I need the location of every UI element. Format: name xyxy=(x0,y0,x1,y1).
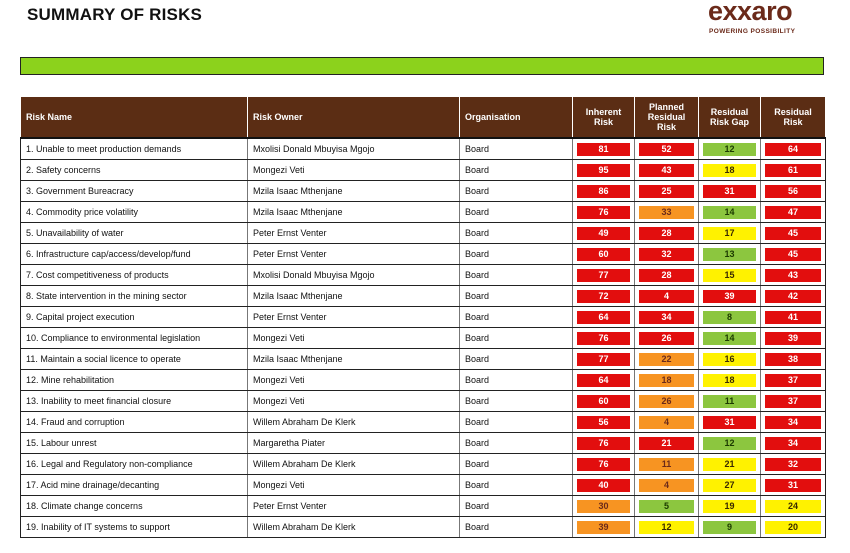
inherent-risk-score-cell xyxy=(573,307,635,328)
inherent-risk-score: 60 xyxy=(577,395,630,408)
residual-risk-gap-score-cell xyxy=(699,138,761,160)
residual-risk-score: 56 xyxy=(765,185,821,198)
residual-risk-gap-score: 21 xyxy=(703,458,756,471)
residual-risk-score-cell xyxy=(761,349,826,370)
risk-name-cell: 18. Climate change concerns xyxy=(21,496,248,517)
residual-risk-gap-score: 31 xyxy=(703,185,756,198)
planned-residual-risk-score-cell xyxy=(635,244,699,265)
table-row[interactable] xyxy=(21,433,826,454)
inherent-risk-score: 39 xyxy=(577,521,630,534)
table-row[interactable] xyxy=(21,138,826,160)
table-row[interactable] xyxy=(21,517,826,538)
inherent-risk-score-cell xyxy=(573,370,635,391)
planned-residual-risk-score: 18 xyxy=(639,374,694,387)
residual-risk-score: 34 xyxy=(765,437,821,450)
residual-risk-gap-score-cell xyxy=(699,244,761,265)
risk-owner-cell: Mzila Isaac Mthenjane xyxy=(248,202,460,223)
residual-risk-score: 43 xyxy=(765,269,821,282)
table-row[interactable] xyxy=(21,286,826,307)
organisation-cell: Board xyxy=(460,349,573,370)
residual-risk-score-cell xyxy=(761,370,826,391)
residual-risk-score-cell xyxy=(761,223,826,244)
risk-owner-cell: Mzila Isaac Mthenjane xyxy=(248,286,460,307)
organisation-cell: Board xyxy=(460,391,573,412)
table-row[interactable] xyxy=(21,496,826,517)
planned-residual-risk-score-cell xyxy=(635,181,699,202)
organisation-cell: Board xyxy=(460,433,573,454)
planned-residual-risk-score-cell xyxy=(635,265,699,286)
organisation-cell: Board xyxy=(460,181,573,202)
planned-residual-risk-score: 22 xyxy=(639,353,694,366)
inherent-risk-score: 64 xyxy=(577,311,630,324)
planned-residual-risk-score-cell xyxy=(635,349,699,370)
residual-risk-gap-score: 31 xyxy=(703,416,756,429)
residual-risk-gap-score-cell xyxy=(699,328,761,349)
residual-risk-score-cell xyxy=(761,328,826,349)
inherent-risk-score-cell xyxy=(573,391,635,412)
table-row[interactable] xyxy=(21,475,826,496)
risk-name-cell: 16. Legal and Regulatory non-compliance xyxy=(21,454,248,475)
risk-name-cell: 19. Inability of IT systems to support xyxy=(21,517,248,538)
residual-risk-gap-score: 14 xyxy=(703,206,756,219)
residual-risk-score: 20 xyxy=(765,521,821,534)
residual-risk-score-cell xyxy=(761,160,826,181)
inherent-risk-score-cell xyxy=(573,454,635,475)
planned-residual-risk-score-cell xyxy=(635,475,699,496)
residual-risk-gap-score-cell xyxy=(699,160,761,181)
inherent-risk-score-cell xyxy=(573,202,635,223)
table-row[interactable] xyxy=(21,328,826,349)
inherent-risk-score: 72 xyxy=(577,290,630,303)
planned-residual-risk-score-cell xyxy=(635,307,699,328)
residual-risk-score: 64 xyxy=(765,143,821,156)
risk-owner-cell: Mongezi Veti xyxy=(248,475,460,496)
planned-residual-risk-score: 4 xyxy=(639,479,694,492)
table-row[interactable] xyxy=(21,454,826,475)
inherent-risk-score: 76 xyxy=(577,437,630,450)
organisation-cell: Board xyxy=(460,244,573,265)
planned-residual-risk-score: 34 xyxy=(639,311,694,324)
planned-residual-risk-score: 21 xyxy=(639,437,694,450)
residual-risk-gap-score-cell xyxy=(699,454,761,475)
residual-risk-score: 24 xyxy=(765,500,821,513)
planned-residual-risk-score: 28 xyxy=(639,269,694,282)
logo-tagline: POWERING POSSIBILITY xyxy=(709,28,796,35)
inherent-risk-score-cell xyxy=(573,328,635,349)
residual-risk-score-cell xyxy=(761,138,826,160)
risk-name-cell: 2. Safety concerns xyxy=(21,160,248,181)
risk-owner-cell: Mongezi Veti xyxy=(248,328,460,349)
inherent-risk-score-cell xyxy=(573,265,635,286)
risk-owner-cell: Mongezi Veti xyxy=(248,391,460,412)
planned-residual-risk-score-cell xyxy=(635,138,699,160)
residual-risk-score: 61 xyxy=(765,164,821,177)
risk-name-cell: 6. Infrastructure cap/access/develop/fund xyxy=(21,244,248,265)
residual-risk-gap-score-cell xyxy=(699,475,761,496)
risk-owner-cell: Mongezi Veti xyxy=(248,160,460,181)
residual-risk-score-cell xyxy=(761,517,826,538)
planned-residual-risk-score-cell xyxy=(635,286,699,307)
residual-risk-score-cell xyxy=(761,433,826,454)
inherent-risk-score: 30 xyxy=(577,500,630,513)
risk-owner-cell: Peter Ernst Venter xyxy=(248,223,460,244)
residual-risk-gap-score-cell xyxy=(699,517,761,538)
inherent-risk-score: 60 xyxy=(577,248,630,261)
planned-residual-risk-score: 33 xyxy=(639,206,694,219)
risk-name-cell: 14. Fraud and corruption xyxy=(21,412,248,433)
planned-residual-risk-score-cell xyxy=(635,517,699,538)
residual-risk-gap-score: 39 xyxy=(703,290,756,303)
inherent-risk-score-cell xyxy=(573,496,635,517)
inherent-risk-score: 64 xyxy=(577,374,630,387)
planned-residual-risk-score-cell xyxy=(635,391,699,412)
organisation-cell: Board xyxy=(460,328,573,349)
organisation-cell: Board xyxy=(460,160,573,181)
residual-risk-gap-score-cell xyxy=(699,223,761,244)
organisation-cell: Board xyxy=(460,412,573,433)
organisation-cell: Board xyxy=(460,307,573,328)
planned-residual-risk-score-cell xyxy=(635,454,699,475)
header-risk-name[interactable]: Risk Name xyxy=(21,97,248,139)
residual-risk-score: 41 xyxy=(765,311,821,324)
risk-owner-cell: Mxolisi Donald Mbuyisa Mgojo xyxy=(248,265,460,286)
header-organisation[interactable]: Organisation xyxy=(460,97,573,139)
residual-risk-gap-score-cell xyxy=(699,496,761,517)
planned-residual-risk-score: 26 xyxy=(639,395,694,408)
residual-risk-gap-score-cell xyxy=(699,370,761,391)
residual-risk-score-cell xyxy=(761,202,826,223)
residual-risk-score: 39 xyxy=(765,332,821,345)
risk-name-cell: 8. State intervention in the mining sector xyxy=(21,286,248,307)
residual-risk-gap-score: 18 xyxy=(703,374,756,387)
residual-risk-gap-score: 12 xyxy=(703,143,756,156)
planned-residual-risk-score: 28 xyxy=(639,227,694,240)
table-header-row xyxy=(21,97,826,139)
inherent-risk-score-cell xyxy=(573,223,635,244)
organisation-cell: Board xyxy=(460,517,573,538)
inherent-risk-score: 76 xyxy=(577,206,630,219)
inherent-risk-score: 49 xyxy=(577,227,630,240)
residual-risk-score: 37 xyxy=(765,374,821,387)
organisation-cell: Board xyxy=(460,223,573,244)
planned-residual-risk-score-cell xyxy=(635,160,699,181)
risk-owner-cell: Peter Ernst Venter xyxy=(248,307,460,328)
organisation-cell: Board xyxy=(460,265,573,286)
residual-risk-score: 38 xyxy=(765,353,821,366)
residual-risk-gap-score-cell xyxy=(699,286,761,307)
residual-risk-gap-score: 8 xyxy=(703,311,756,324)
residual-risk-score-cell xyxy=(761,181,826,202)
residual-risk-gap-score: 18 xyxy=(703,164,756,177)
residual-risk-gap-score-cell xyxy=(699,433,761,454)
inherent-risk-score-cell xyxy=(573,475,635,496)
exxaro-logo xyxy=(706,0,798,40)
residual-risk-score-cell xyxy=(761,454,826,475)
table-row[interactable] xyxy=(21,244,826,265)
residual-risk-gap-score: 9 xyxy=(703,521,756,534)
risk-owner-cell: Willem Abraham De Klerk xyxy=(248,412,460,433)
residual-risk-gap-score: 11 xyxy=(703,395,756,408)
logo-wordmark: exxaro xyxy=(708,0,793,26)
risk-name-cell: 1. Unable to meet production demands xyxy=(21,138,248,160)
planned-residual-risk-score: 12 xyxy=(639,521,694,534)
green-banner-bar xyxy=(20,57,824,75)
planned-residual-risk-score-cell xyxy=(635,223,699,244)
risk-owner-cell: Willem Abraham De Klerk xyxy=(248,454,460,475)
table-row[interactable] xyxy=(21,349,826,370)
residual-risk-gap-score-cell xyxy=(699,391,761,412)
table-row[interactable] xyxy=(21,223,826,244)
risk-owner-cell: Willem Abraham De Klerk xyxy=(248,517,460,538)
residual-risk-gap-score-cell xyxy=(699,412,761,433)
residual-risk-score-cell xyxy=(761,391,826,412)
residual-risk-gap-score-cell xyxy=(699,349,761,370)
planned-residual-risk-score-cell xyxy=(635,433,699,454)
residual-risk-score: 31 xyxy=(765,479,821,492)
risk-owner-cell: Peter Ernst Venter xyxy=(248,244,460,265)
planned-residual-risk-score: 4 xyxy=(639,290,694,303)
risk-name-cell: 13. Inability to meet financial closure xyxy=(21,391,248,412)
header-residual-risk-gap[interactable]: Residual Risk Gap xyxy=(699,97,761,139)
table-row[interactable] xyxy=(21,265,826,286)
page-title: SUMMARY OF RISKS xyxy=(27,5,203,24)
planned-residual-risk-score: 43 xyxy=(639,164,694,177)
risk-name-cell: 9. Capital project execution xyxy=(21,307,248,328)
risk-name-cell: 15. Labour unrest xyxy=(21,433,248,454)
risk-owner-cell: Margaretha Piater xyxy=(248,433,460,454)
inherent-risk-score-cell xyxy=(573,286,635,307)
residual-risk-gap-score-cell xyxy=(699,202,761,223)
residual-risk-score: 37 xyxy=(765,395,821,408)
inherent-risk-score: 76 xyxy=(577,332,630,345)
inherent-risk-score: 86 xyxy=(577,185,630,198)
risk-name-cell: 5. Unavailability of water xyxy=(21,223,248,244)
table-row[interactable] xyxy=(21,181,826,202)
residual-risk-score: 45 xyxy=(765,248,821,261)
residual-risk-score-cell xyxy=(761,496,826,517)
header-inherent-risk[interactable]: Inherent Risk xyxy=(573,97,635,139)
table-row[interactable] xyxy=(21,202,826,223)
risk-name-cell: 12. Mine rehabilitation xyxy=(21,370,248,391)
residual-risk-score: 32 xyxy=(765,458,821,471)
inherent-risk-score: 77 xyxy=(577,269,630,282)
risk-owner-cell: Mongezi Veti xyxy=(248,370,460,391)
organisation-cell: Board xyxy=(460,496,573,517)
inherent-risk-score-cell xyxy=(573,244,635,265)
inherent-risk-score: 95 xyxy=(577,164,630,177)
risk-owner-cell: Mxolisi Donald Mbuyisa Mgojo xyxy=(248,138,460,160)
inherent-risk-score-cell xyxy=(573,433,635,454)
residual-risk-gap-score: 17 xyxy=(703,227,756,240)
risk-owner-cell: Mzila Isaac Mthenjane xyxy=(248,181,460,202)
residual-risk-gap-score: 14 xyxy=(703,332,756,345)
residual-risk-gap-score: 13 xyxy=(703,248,756,261)
residual-risk-gap-score-cell xyxy=(699,265,761,286)
header-planned-residual-risk[interactable]: Planned Residual Risk xyxy=(635,97,699,139)
residual-risk-score-cell xyxy=(761,412,826,433)
organisation-cell: Board xyxy=(460,202,573,223)
organisation-cell: Board xyxy=(460,370,573,391)
inherent-risk-score-cell xyxy=(573,349,635,370)
organisation-cell: Board xyxy=(460,286,573,307)
planned-residual-risk-score-cell xyxy=(635,202,699,223)
table-row[interactable] xyxy=(21,307,826,328)
inherent-risk-score-cell xyxy=(573,160,635,181)
residual-risk-gap-score: 19 xyxy=(703,500,756,513)
inherent-risk-score: 40 xyxy=(577,479,630,492)
risk-summary-table xyxy=(20,96,826,538)
table-row[interactable] xyxy=(21,160,826,181)
risk-name-cell: 17. Acid mine drainage/decanting xyxy=(21,475,248,496)
risk-name-cell: 3. Government Bureacracy xyxy=(21,181,248,202)
header-residual-risk[interactable]: Residual Risk xyxy=(761,97,826,139)
planned-residual-risk-score: 4 xyxy=(639,416,694,429)
table-row[interactable] xyxy=(21,391,826,412)
residual-risk-score: 34 xyxy=(765,416,821,429)
inherent-risk-score: 56 xyxy=(577,416,630,429)
risk-name-cell: 11. Maintain a social licence to operate xyxy=(21,349,248,370)
residual-risk-gap-score: 16 xyxy=(703,353,756,366)
organisation-cell: Board xyxy=(460,454,573,475)
planned-residual-risk-score: 5 xyxy=(639,500,694,513)
residual-risk-score-cell xyxy=(761,286,826,307)
inherent-risk-score: 81 xyxy=(577,143,630,156)
planned-residual-risk-score: 52 xyxy=(639,143,694,156)
residual-risk-score: 47 xyxy=(765,206,821,219)
table-row[interactable] xyxy=(21,412,826,433)
risk-owner-cell: Mzila Isaac Mthenjane xyxy=(248,349,460,370)
header-risk-owner[interactable]: Risk Owner xyxy=(248,97,460,139)
risk-name-cell: 10. Compliance to environmental legislation xyxy=(21,328,248,349)
residual-risk-gap-score-cell xyxy=(699,181,761,202)
residual-risk-gap-score: 27 xyxy=(703,479,756,492)
planned-residual-risk-score: 11 xyxy=(639,458,694,471)
inherent-risk-score: 77 xyxy=(577,353,630,366)
residual-risk-gap-score: 12 xyxy=(703,437,756,450)
residual-risk-score: 42 xyxy=(765,290,821,303)
planned-residual-risk-score: 26 xyxy=(639,332,694,345)
residual-risk-score-cell xyxy=(761,244,826,265)
planned-residual-risk-score-cell xyxy=(635,412,699,433)
planned-residual-risk-score-cell xyxy=(635,370,699,391)
residual-risk-score-cell xyxy=(761,265,826,286)
inherent-risk-score-cell xyxy=(573,517,635,538)
planned-residual-risk-score-cell xyxy=(635,328,699,349)
inherent-risk-score: 76 xyxy=(577,458,630,471)
residual-risk-score-cell xyxy=(761,475,826,496)
inherent-risk-score-cell xyxy=(573,412,635,433)
risk-owner-cell: Peter Ernst Venter xyxy=(248,496,460,517)
residual-risk-score: 45 xyxy=(765,227,821,240)
planned-residual-risk-score-cell xyxy=(635,496,699,517)
risk-name-cell: 7. Cost competitiveness of products xyxy=(21,265,248,286)
organisation-cell: Board xyxy=(460,475,573,496)
table-body xyxy=(21,138,826,538)
organisation-cell: Board xyxy=(460,138,573,160)
table-row[interactable] xyxy=(21,370,826,391)
residual-risk-gap-score-cell xyxy=(699,307,761,328)
risk-name-cell: 4. Commodity price volatility xyxy=(21,202,248,223)
residual-risk-score-cell xyxy=(761,307,826,328)
inherent-risk-score-cell xyxy=(573,181,635,202)
planned-residual-risk-score: 32 xyxy=(639,248,694,261)
inherent-risk-score-cell xyxy=(573,138,635,160)
planned-residual-risk-score: 25 xyxy=(639,185,694,198)
residual-risk-gap-score: 15 xyxy=(703,269,756,282)
